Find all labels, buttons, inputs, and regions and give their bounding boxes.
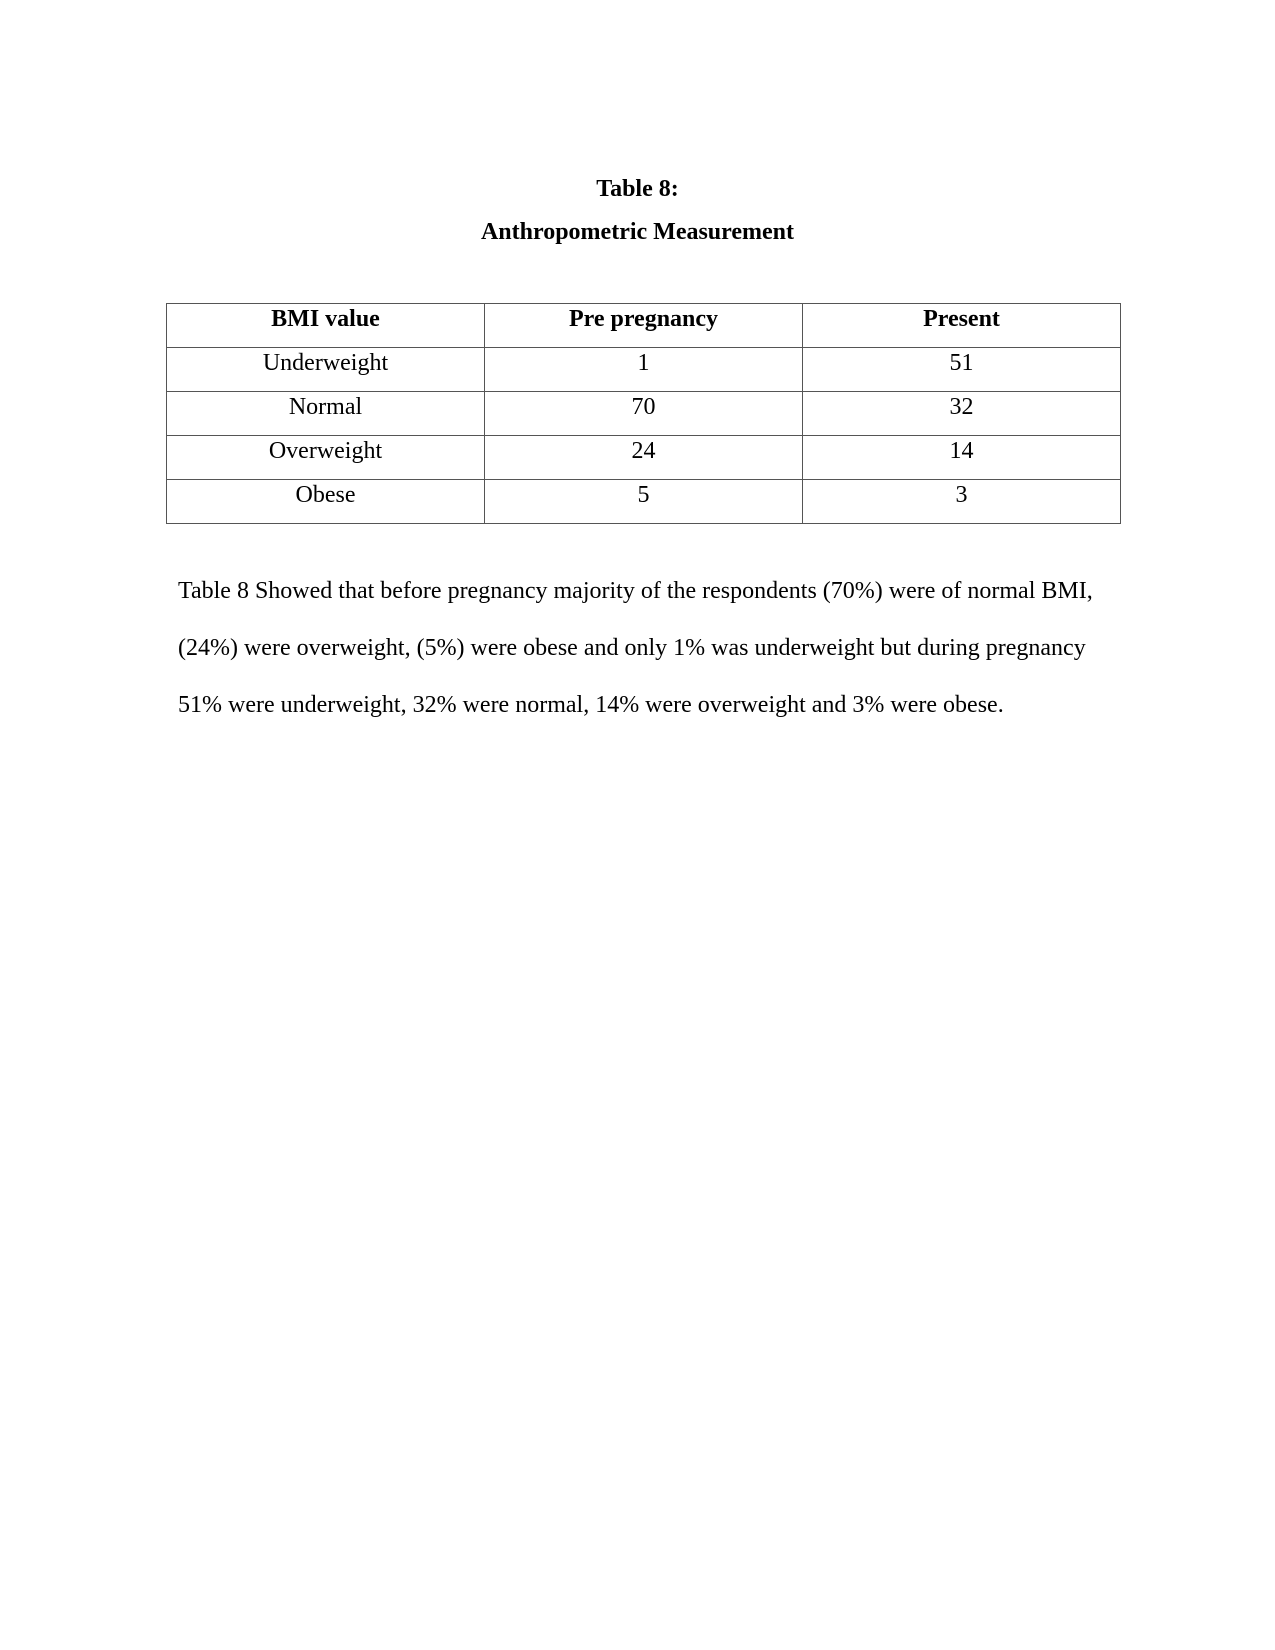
- cell-bmi-category: Overweight: [167, 436, 485, 480]
- table-row: [167, 480, 1121, 524]
- cell-present: 14: [803, 436, 1121, 480]
- cell-pre-pregnancy: 24: [485, 436, 803, 480]
- cell-present: 32: [803, 392, 1121, 436]
- header-present: Present: [803, 304, 1121, 348]
- cell-present: 51: [803, 348, 1121, 392]
- cell-bmi-category: Underweight: [167, 348, 485, 392]
- cell-bmi-category: Normal: [167, 392, 485, 436]
- table-title-caption: Anthropometric Measurement: [480, 219, 795, 245]
- paragraph-line: 51% were underweight, 32% were normal, 14% were overweight and 3% were obese.: [178, 692, 1004, 718]
- cell-pre-pregnancy: 70: [485, 392, 803, 436]
- table-row: [167, 436, 1121, 480]
- header-pre-pregnancy: Pre pregnancy: [485, 304, 803, 348]
- table-header-row: [167, 304, 1121, 348]
- cell-present: 3: [803, 480, 1121, 524]
- table-row: [167, 392, 1121, 436]
- paragraph-line: Table 8 Showed that before pregnancy majority of the respondents (70%) were of normal BMI,: [178, 578, 1093, 604]
- cell-pre-pregnancy: 5: [485, 480, 803, 524]
- cell-bmi-category: Obese: [167, 480, 485, 524]
- header-bmi-value: BMI value: [167, 304, 485, 348]
- cell-pre-pregnancy: 1: [485, 348, 803, 392]
- table-row: [167, 348, 1121, 392]
- bmi-table: [166, 303, 1121, 524]
- table-title-number: Table 8:: [596, 176, 679, 202]
- paragraph-line: (24%) were overweight, (5%) were obese and only 1% was underweight but during pregnancy: [178, 635, 1086, 661]
- table-description-paragraph: [178, 563, 1138, 734]
